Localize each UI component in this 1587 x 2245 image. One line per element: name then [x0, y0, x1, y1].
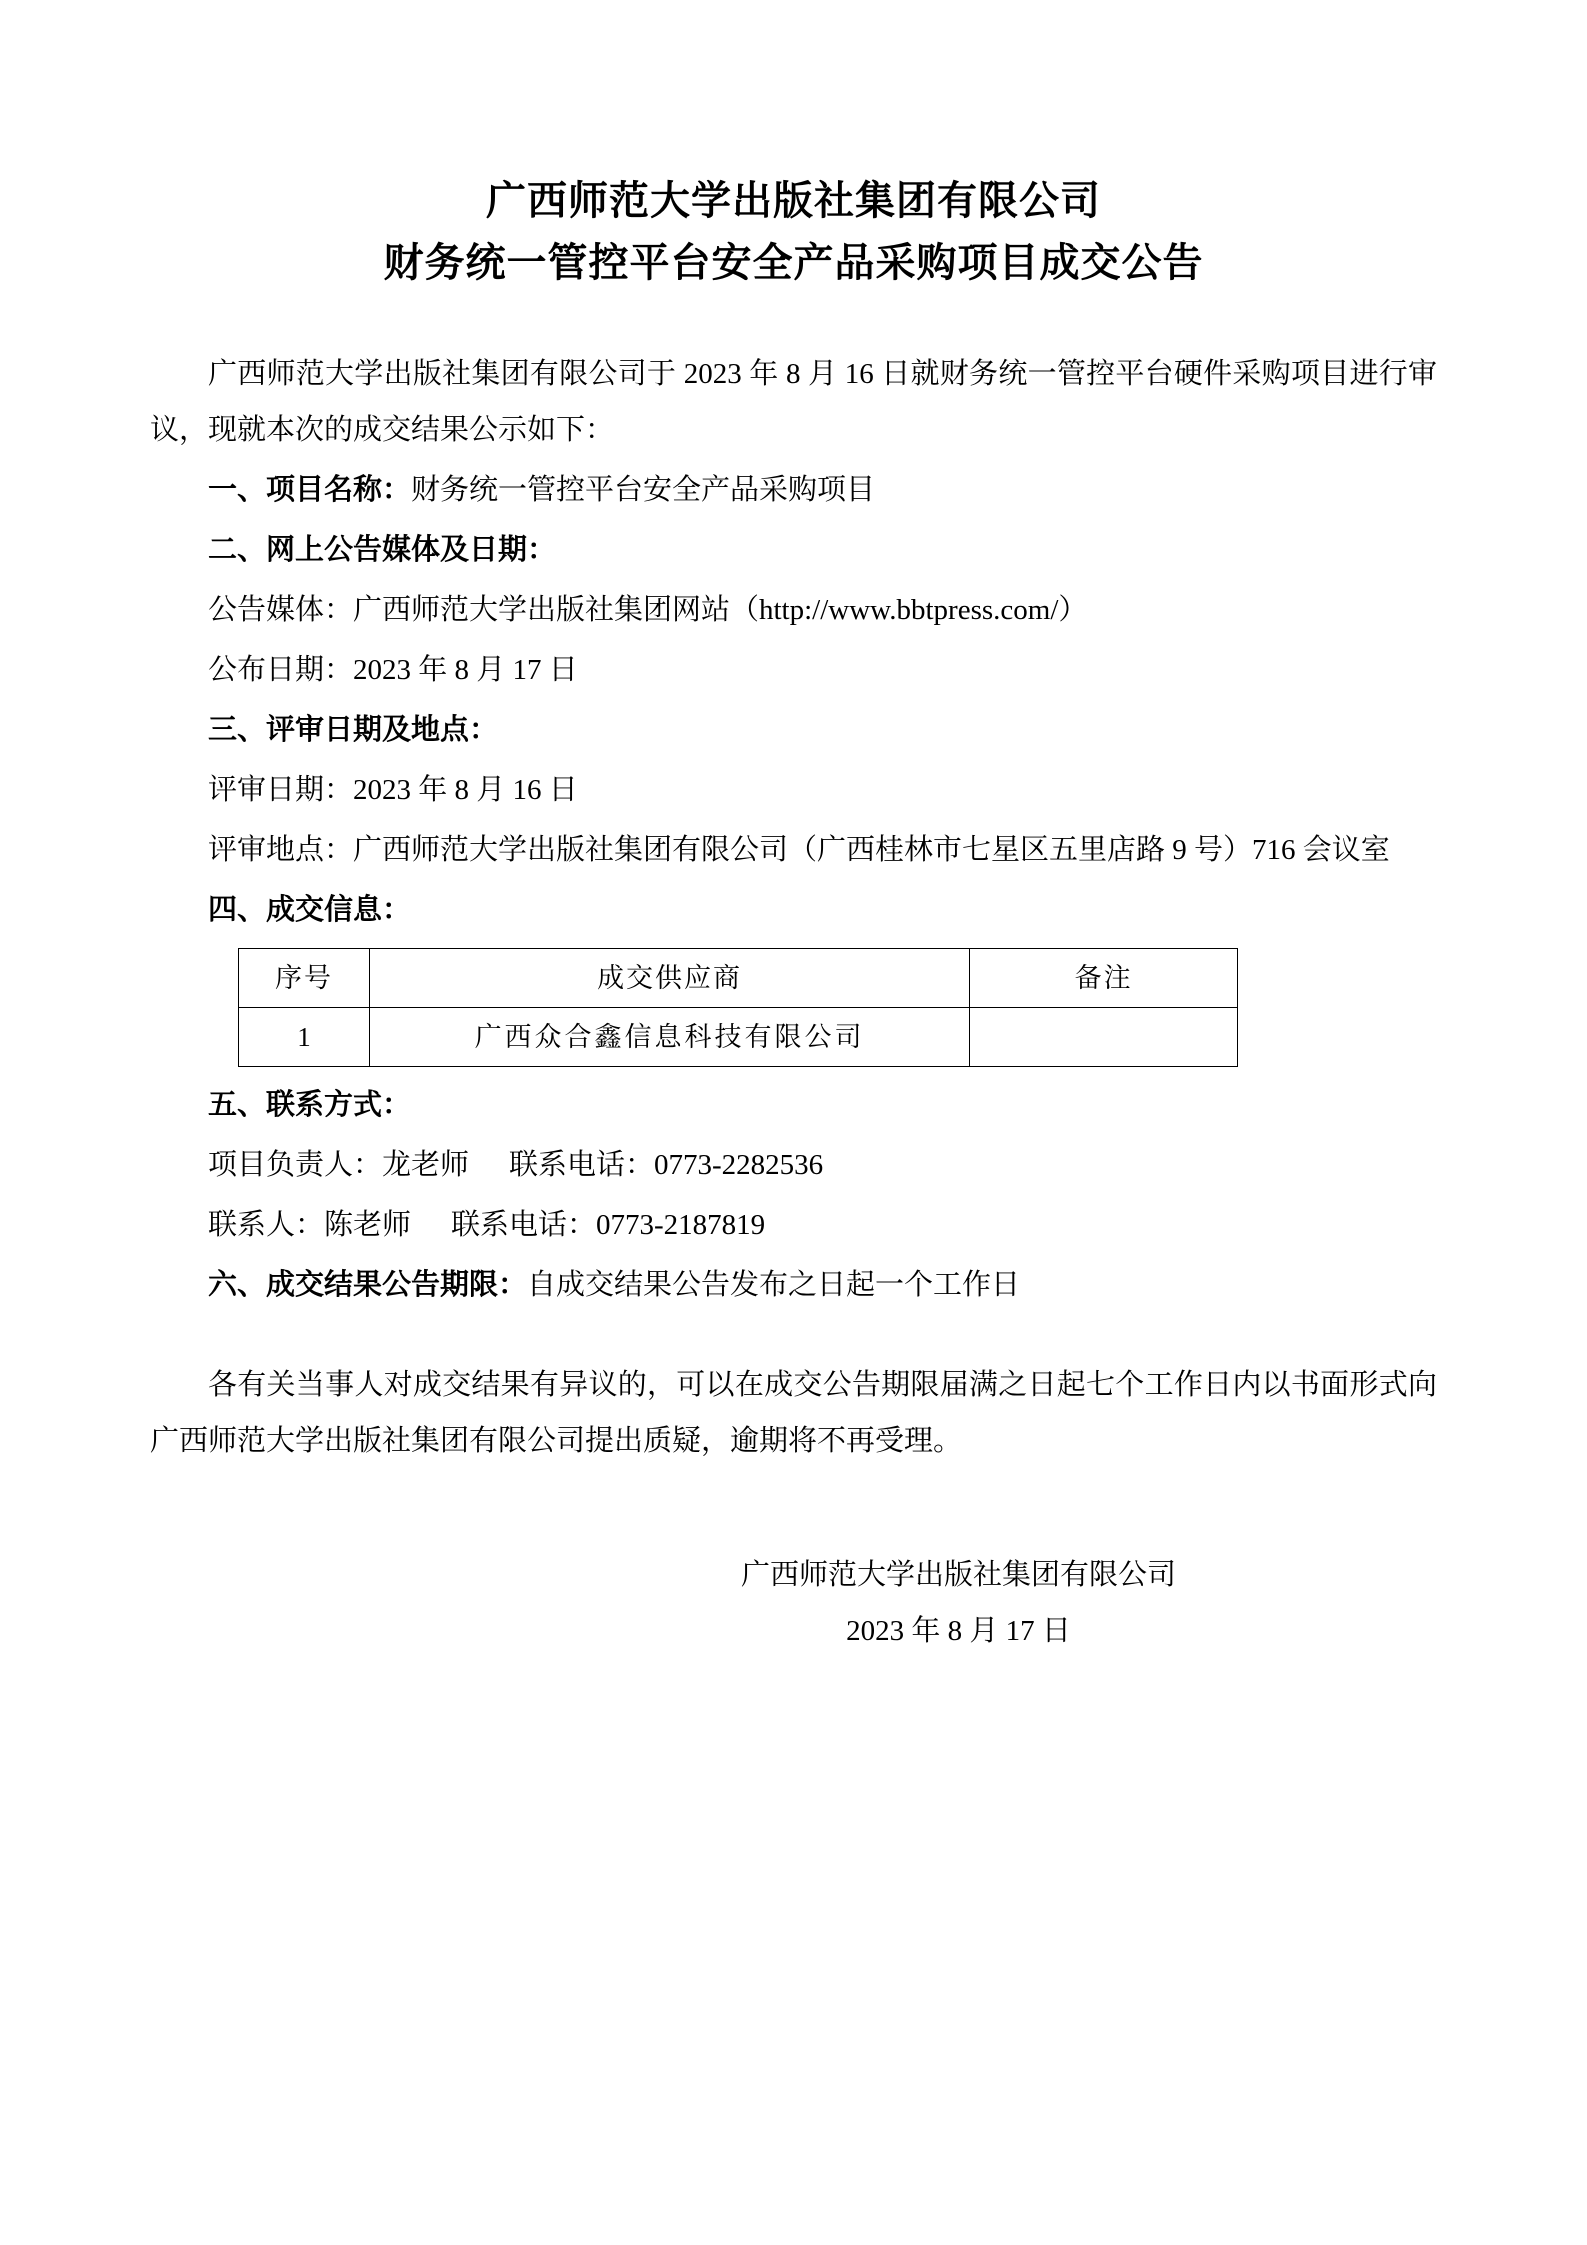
section-6	[150, 1257, 1437, 1313]
document-title	[150, 170, 1437, 294]
section-3-label: 三、评审日期及地点：	[208, 714, 499, 746]
project-owner-phone: 联系电话：0773-2282536	[509, 1149, 824, 1181]
section-1-label: 一、项目名称：	[208, 474, 412, 506]
section-4-label: 四、成交信息：	[208, 894, 412, 926]
section-2-label: 二、网上公告媒体及日期：	[208, 534, 557, 566]
section-5-contact	[150, 1197, 1437, 1253]
result-table	[238, 948, 1238, 1067]
table-cell-supplier: 广西众合鑫信息科技有限公司	[369, 1008, 969, 1067]
table-header-no: 序号	[239, 949, 370, 1008]
section-3-date: 评审日期：2023 年 8 月 16 日	[208, 774, 578, 806]
closing-paragraph: 各有关当事人对成交结果有异议的，可以在成交公告期限届满之日起七个工作日内以书面形式向广西师范大学出版社集团有限公司提出质疑，逾期将不再受理。	[150, 1369, 1437, 1457]
title-line-1: 广西师范大学出版社集团有限公司	[486, 178, 1101, 223]
contact-person-phone: 联系电话：0773-2187819	[451, 1209, 766, 1241]
section-1	[150, 462, 1437, 518]
section-2-date: 公布日期：2023 年 8 月 17 日	[208, 654, 578, 686]
table-header-supplier: 成交供应商	[369, 949, 969, 1008]
section-6-value: 自成交结果公告发布之日起一个工作日	[527, 1269, 1021, 1301]
section-5-label: 五、联系方式：	[208, 1089, 412, 1121]
table-header-row	[239, 949, 1238, 1008]
project-owner: 项目负责人：龙老师	[208, 1149, 470, 1181]
contact-person: 联系人：陈老师	[208, 1209, 412, 1241]
table-cell-no: 1	[239, 1008, 370, 1067]
signature-org: 广西师范大学出版社集团有限公司	[740, 1559, 1176, 1591]
paragraph-spacer	[150, 1317, 1437, 1357]
signature-date: 2023 年 8 月 17 日	[846, 1615, 1071, 1647]
table-row	[239, 1008, 1238, 1067]
section-3-place: 评审地点：广西师范大学出版社集团有限公司（广西桂林市七星区五里店路 9 号）716 会议室	[208, 834, 1390, 866]
table-cell-remark	[970, 1008, 1238, 1067]
intro-paragraph: 广西师范大学出版社集团有限公司于 2023 年 8 月 16 日就财务统一管控平台硬件采购项目进行审议，现就本次的成交结果公示如下：	[150, 358, 1437, 446]
table-header-remark: 备注	[970, 949, 1238, 1008]
signature-block	[150, 1547, 1437, 1659]
section-2-media: 公告媒体：广西师范大学出版社集团网站（http://www.bbtpress.com/）	[208, 594, 1088, 626]
title-line-2: 财务统一管控平台安全产品采购项目成交公告	[383, 240, 1204, 285]
section-5-owner	[150, 1137, 1437, 1193]
section-6-label: 六、成交结果公告期限：	[208, 1269, 528, 1301]
section-1-value: 财务统一管控平台安全产品采购项目	[411, 474, 876, 506]
